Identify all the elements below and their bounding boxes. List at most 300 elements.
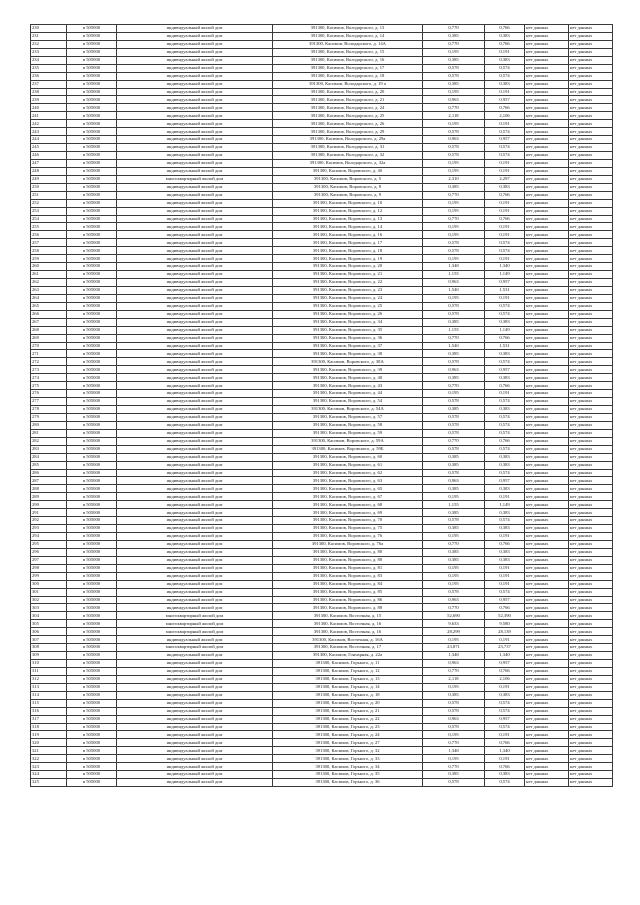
value-a-cell: 0,963 (423, 279, 485, 287)
row-number-cell: 275 (31, 382, 67, 390)
table-row (31, 263, 613, 271)
building-type-cell: индивидуальный жилой дом (117, 437, 273, 445)
value-a-cell: 0,385 (423, 691, 485, 699)
table-row (31, 350, 613, 358)
table-row (31, 104, 613, 112)
row-number-cell: 297 (31, 556, 67, 564)
address-cell: 391300, Касимов, Воровского, д. 21 (273, 271, 423, 279)
address-cell: 391300, Касимов, Воровского, д. 76 (273, 533, 423, 541)
table-row (31, 342, 613, 350)
table-row (31, 540, 613, 548)
status-b-cell: нет данных (569, 620, 613, 628)
row-number-cell: 230 (31, 25, 67, 33)
building-type-cell: индивидуальный жилой дом (117, 326, 273, 334)
code-cell: в 505000 (67, 628, 117, 636)
status-b-cell: нет данных (569, 326, 613, 334)
address-cell: 391300, Касимов, Воровского, д. 4б (273, 167, 423, 175)
code-cell: в 505000 (67, 80, 117, 88)
address-cell: 391300, Касимов, Восточная, д. 16А (273, 636, 423, 644)
code-cell: в 505000 (67, 271, 117, 279)
row-number-cell: 256 (31, 231, 67, 239)
status-b-cell: нет данных (569, 429, 613, 437)
building-type-cell: индивидуальный жилой дом (117, 707, 273, 715)
table-row (31, 80, 613, 88)
address-cell: 391300, Касимов, Горького, д. 20 (273, 699, 423, 707)
code-cell: в 505000 (67, 382, 117, 390)
row-number-cell: 307 (31, 636, 67, 644)
code-cell: в 505000 (67, 771, 117, 779)
code-cell: в 505000 (67, 779, 117, 787)
row-number-cell: 296 (31, 548, 67, 556)
value-b-cell: 0,383 (485, 691, 525, 699)
table-row (31, 461, 613, 469)
status-b-cell: нет данных (569, 255, 613, 263)
table-row (31, 144, 613, 152)
value-a-cell: 0,195 (423, 493, 485, 501)
building-type-cell: многоквартирный жилой дом (117, 175, 273, 183)
code-cell: в 505000 (67, 445, 117, 453)
status-b-cell: нет данных (569, 398, 613, 406)
value-a-cell: 0,963 (423, 596, 485, 604)
status-a-cell: нет данных (525, 247, 569, 255)
table-row (31, 128, 613, 136)
code-cell: в 505000 (67, 350, 117, 358)
status-b-cell: нет данных (569, 207, 613, 215)
building-type-cell: индивидуальный жилой дом (117, 80, 273, 88)
value-b-cell: 0,383 (485, 406, 525, 414)
status-b-cell: нет данных (569, 152, 613, 160)
value-a-cell: 0,385 (423, 183, 485, 191)
building-type-cell: индивидуальный жилой дом (117, 294, 273, 302)
address-cell: 391300, Касимов, Володарского, д. 18 (273, 72, 423, 80)
address-cell: 391300, Касимов, Воровского, д. 58 (273, 421, 423, 429)
table-row (31, 88, 613, 96)
table-row (31, 40, 613, 48)
value-b-cell: 0,383 (485, 56, 525, 64)
value-a-cell: 0,963 (423, 715, 485, 723)
value-b-cell: 0,383 (485, 318, 525, 326)
table-row (31, 572, 613, 580)
status-a-cell: нет данных (525, 469, 569, 477)
building-type-cell: индивидуальный жилой дом (117, 731, 273, 739)
status-a-cell: нет данных (525, 207, 569, 215)
value-b-cell: 0,191 (485, 207, 525, 215)
address-cell: 391300, Касимов, Воровского, д. 68 (273, 501, 423, 509)
address-cell: 391300, Касимов, Воровского, д. 57 (273, 413, 423, 421)
status-a-cell: нет данных (525, 533, 569, 541)
address-cell: 391300, Касимов, Воровского, д. 14 (273, 223, 423, 231)
value-a-cell: 0,578 (423, 699, 485, 707)
row-number-cell: 241 (31, 112, 67, 120)
value-b-cell: 2,106 (485, 675, 525, 683)
status-b-cell: нет данных (569, 667, 613, 675)
code-cell: в 505000 (67, 747, 117, 755)
address-cell: 391300, Касимов, Горького, д. 36 (273, 779, 423, 787)
status-a-cell: нет данных (525, 429, 569, 437)
table-row (31, 175, 613, 183)
status-a-cell: нет данных (525, 326, 569, 334)
status-a-cell: нет данных (525, 159, 569, 167)
table-row (31, 112, 613, 120)
status-a-cell: нет данных (525, 771, 569, 779)
building-type-cell: индивидуальный жилой дом (117, 302, 273, 310)
building-type-cell: индивидуальный жилой дом (117, 572, 273, 580)
building-type-cell: индивидуальный жилой дом (117, 374, 273, 382)
value-b-cell: 28,139 (485, 628, 525, 636)
table-row (31, 159, 613, 167)
value-a-cell: 23,871 (423, 644, 485, 652)
code-cell: в 505000 (67, 501, 117, 509)
building-type-cell: индивидуальный жилой дом (117, 739, 273, 747)
status-a-cell: нет данных (525, 485, 569, 493)
row-number-cell: 308 (31, 644, 67, 652)
value-a-cell: 0,770 (423, 25, 485, 33)
code-cell: в 505000 (67, 310, 117, 318)
row-number-cell: 298 (31, 564, 67, 572)
status-a-cell: нет данных (525, 167, 569, 175)
table-row (31, 660, 613, 668)
status-a-cell: нет данных (525, 604, 569, 612)
row-number-cell: 264 (31, 294, 67, 302)
row-number-cell: 286 (31, 469, 67, 477)
value-b-cell: 52,390 (485, 612, 525, 620)
value-b-cell: 0,574 (485, 398, 525, 406)
address-cell: 391300, Касимов, Володарского, д. 32а (273, 159, 423, 167)
status-b-cell: нет данных (569, 763, 613, 771)
row-number-cell: 273 (31, 366, 67, 374)
row-number-cell: 288 (31, 485, 67, 493)
table-row (31, 517, 613, 525)
row-number-cell: 238 (31, 88, 67, 96)
status-a-cell: нет данных (525, 239, 569, 247)
status-a-cell: нет данных (525, 263, 569, 271)
status-a-cell: нет данных (525, 223, 569, 231)
row-number-cell: 320 (31, 739, 67, 747)
status-a-cell: нет данных (525, 191, 569, 199)
address-cell: 391300, Касимов, Воровского, д. 43 (273, 382, 423, 390)
building-type-cell: индивидуальный жилой дом (117, 429, 273, 437)
status-b-cell: нет данных (569, 104, 613, 112)
status-b-cell: нет данных (569, 239, 613, 247)
code-cell: в 505000 (67, 72, 117, 80)
value-b-cell: 0,574 (485, 310, 525, 318)
status-b-cell: нет данных (569, 445, 613, 453)
value-a-cell: 1,155 (423, 326, 485, 334)
value-b-cell: 0,383 (485, 771, 525, 779)
status-b-cell: нет данных (569, 358, 613, 366)
table-row (31, 358, 613, 366)
row-number-cell: 324 (31, 771, 67, 779)
value-a-cell: 0,578 (423, 445, 485, 453)
value-b-cell: 0,574 (485, 723, 525, 731)
status-b-cell: нет данных (569, 469, 613, 477)
row-number-cell: 277 (31, 398, 67, 406)
address-cell: 391300, Касимов, Горького, д. 11 (273, 660, 423, 668)
address-cell: 391300, Касимов, Воровского, д. 26 (273, 310, 423, 318)
code-cell: в 505000 (67, 199, 117, 207)
status-b-cell: нет данных (569, 644, 613, 652)
row-number-cell: 304 (31, 612, 67, 620)
code-cell: в 505000 (67, 104, 117, 112)
code-cell: в 505000 (67, 231, 117, 239)
value-b-cell: 0,957 (485, 660, 525, 668)
status-a-cell: нет данных (525, 652, 569, 660)
code-cell: в 505000 (67, 207, 117, 215)
status-a-cell: нет данных (525, 612, 569, 620)
building-type-cell: индивидуальный жилой дом (117, 120, 273, 128)
code-cell: в 505000 (67, 398, 117, 406)
code-cell: в 505000 (67, 342, 117, 350)
table-row (31, 247, 613, 255)
status-b-cell: нет данных (569, 628, 613, 636)
row-number-cell: 306 (31, 628, 67, 636)
table-row (31, 310, 613, 318)
status-a-cell: нет данных (525, 310, 569, 318)
building-type-cell: индивидуальный жилой дом (117, 271, 273, 279)
building-type-cell: индивидуальный жилой дом (117, 56, 273, 64)
value-a-cell: 0,770 (423, 667, 485, 675)
code-cell: в 505000 (67, 540, 117, 548)
building-type-cell: индивидуальный жилой дом (117, 675, 273, 683)
status-b-cell: нет данных (569, 540, 613, 548)
status-a-cell: нет данных (525, 493, 569, 501)
status-a-cell: нет данных (525, 715, 569, 723)
address-cell: 391300, Касимов, Воровского, д. 59А (273, 437, 423, 445)
value-b-cell: 0,191 (485, 683, 525, 691)
table-row (31, 747, 613, 755)
building-type-cell: индивидуальный жилой дом (117, 231, 273, 239)
status-a-cell: нет данных (525, 683, 569, 691)
address-cell: 391300, Касимов, Воровского, д. 19 (273, 255, 423, 263)
code-cell: в 505000 (67, 159, 117, 167)
code-cell: в 505000 (67, 120, 117, 128)
code-cell: в 505000 (67, 406, 117, 414)
value-a-cell: 0,385 (423, 525, 485, 533)
table-row (31, 493, 613, 501)
status-b-cell: нет данных (569, 390, 613, 398)
status-b-cell: нет данных (569, 461, 613, 469)
status-b-cell: нет данных (569, 660, 613, 668)
table-row (31, 215, 613, 223)
code-cell: в 505000 (67, 469, 117, 477)
building-type-cell: индивидуальный жилой дом (117, 604, 273, 612)
address-cell: 391300, Касимов, Воровского, д. 83 (273, 572, 423, 580)
building-type-cell: индивидуальный жилой дом (117, 48, 273, 56)
row-number-cell: 231 (31, 32, 67, 40)
code-cell: в 505000 (67, 247, 117, 255)
status-b-cell: нет данных (569, 739, 613, 747)
row-number-cell: 281 (31, 429, 67, 437)
status-a-cell: нет данных (525, 40, 569, 48)
value-a-cell: 0,578 (423, 517, 485, 525)
building-type-cell: индивидуальный жилой дом (117, 652, 273, 660)
code-cell: в 505000 (67, 144, 117, 152)
status-b-cell: нет данных (569, 755, 613, 763)
status-a-cell: нет данных (525, 580, 569, 588)
row-number-cell: 245 (31, 144, 67, 152)
value-a-cell: 0,195 (423, 207, 485, 215)
code-cell: в 505000 (67, 675, 117, 683)
row-number-cell: 248 (31, 167, 67, 175)
table-row (31, 183, 613, 191)
code-cell: в 505000 (67, 263, 117, 271)
code-cell: в 505000 (67, 517, 117, 525)
building-type-cell: индивидуальный жилой дом (117, 223, 273, 231)
value-b-cell: 0,191 (485, 580, 525, 588)
building-type-cell: индивидуальный жилой дом (117, 390, 273, 398)
row-number-cell: 317 (31, 715, 67, 723)
table-row (31, 715, 613, 723)
status-a-cell: нет данных (525, 540, 569, 548)
value-b-cell: 0,574 (485, 707, 525, 715)
value-b-cell: 0,383 (485, 556, 525, 564)
code-cell: в 505000 (67, 429, 117, 437)
row-number-cell: 312 (31, 675, 67, 683)
value-a-cell: 0,578 (423, 398, 485, 406)
value-a-cell: 0,578 (423, 152, 485, 160)
building-type-cell: индивидуальный жилой дом (117, 596, 273, 604)
row-number-cell: 247 (31, 159, 67, 167)
status-a-cell: нет данных (525, 453, 569, 461)
status-b-cell: нет данных (569, 247, 613, 255)
row-number-cell: 233 (31, 48, 67, 56)
code-cell: в 505000 (67, 660, 117, 668)
code-cell: в 505000 (67, 723, 117, 731)
table-row (31, 731, 613, 739)
status-a-cell: нет данных (525, 358, 569, 366)
building-type-cell: индивидуальный жилой дом (117, 350, 273, 358)
table-row (31, 56, 613, 64)
value-a-cell: 0,578 (423, 144, 485, 152)
building-type-cell: индивидуальный жилой дом (117, 40, 273, 48)
building-type-cell: индивидуальный жилой дом (117, 755, 273, 763)
code-cell: в 505000 (67, 763, 117, 771)
address-cell: 391300, Касимов, Горького, д. 35 (273, 771, 423, 779)
status-b-cell: нет данных (569, 342, 613, 350)
building-type-cell: индивидуальный жилой дом (117, 310, 273, 318)
status-b-cell: нет данных (569, 223, 613, 231)
status-b-cell: нет данных (569, 374, 613, 382)
table-row (31, 120, 613, 128)
table-row (31, 445, 613, 453)
row-number-cell: 242 (31, 120, 67, 128)
address-cell: 391300, Касимов, Воровского, д. 44 (273, 390, 423, 398)
table-row (31, 366, 613, 374)
address-cell: 391300, Касимов, Воровского, д. 59 (273, 429, 423, 437)
address-cell: 391300, Касимов, Горького, д. 14 (273, 683, 423, 691)
row-number-cell: 292 (31, 517, 67, 525)
value-b-cell: 2,297 (485, 175, 525, 183)
status-b-cell: нет данных (569, 612, 613, 620)
row-number-cell: 284 (31, 453, 67, 461)
value-b-cell: 0,766 (485, 540, 525, 548)
table-row (31, 271, 613, 279)
building-type-cell: индивидуальный жилой дом (117, 104, 273, 112)
table-row (31, 64, 613, 72)
status-b-cell: нет данных (569, 596, 613, 604)
status-a-cell: нет данных (525, 509, 569, 517)
status-b-cell: нет данных (569, 723, 613, 731)
row-number-cell: 253 (31, 207, 67, 215)
address-cell: 391300, Касимов, Воровского, д. 36 (273, 334, 423, 342)
status-a-cell: нет данных (525, 564, 569, 572)
row-number-cell: 255 (31, 223, 67, 231)
code-cell: в 505000 (67, 56, 117, 64)
code-cell: в 505000 (67, 183, 117, 191)
address-cell: 391300, Касимов, Воровского, д. 61 (273, 461, 423, 469)
status-b-cell: нет данных (569, 453, 613, 461)
table-row (31, 612, 613, 620)
table-row (31, 136, 613, 144)
value-a-cell: 0,770 (423, 739, 485, 747)
row-number-cell: 276 (31, 390, 67, 398)
code-cell: в 505000 (67, 366, 117, 374)
table-row (31, 620, 613, 628)
table-row (31, 48, 613, 56)
document-page (30, 24, 612, 787)
value-a-cell: 0,578 (423, 588, 485, 596)
row-number-cell: 249 (31, 175, 67, 183)
building-type-cell: индивидуальный жилой дом (117, 286, 273, 294)
value-b-cell: 0,574 (485, 429, 525, 437)
row-number-cell: 283 (31, 445, 67, 453)
building-type-cell: индивидуальный жилой дом (117, 461, 273, 469)
value-b-cell: 0,957 (485, 136, 525, 144)
status-b-cell: нет данных (569, 556, 613, 564)
address-cell: 391300, Касимов, Воровского, д. 54 (273, 398, 423, 406)
address-cell: 391300, Касимов, Володарского, д. 24 (273, 104, 423, 112)
building-type-cell: индивидуальный жилой дом (117, 763, 273, 771)
address-cell: 391300, Касимов, Воровского, д. 40 (273, 374, 423, 382)
address-cell: 391300, Касимов, Воровского, д. 39 (273, 366, 423, 374)
status-b-cell: нет данных (569, 48, 613, 56)
value-a-cell: 0,578 (423, 72, 485, 80)
table-row (31, 564, 613, 572)
status-a-cell: нет данных (525, 32, 569, 40)
value-a-cell: 0,385 (423, 32, 485, 40)
value-a-cell: 0,578 (423, 779, 485, 787)
value-b-cell: 0,191 (485, 390, 525, 398)
address-cell: 391300, Касимов, Володарского, д. 21 (273, 96, 423, 104)
address-cell: 391300, Касимов, Воровского, д. 9 (273, 191, 423, 199)
status-a-cell: нет данных (525, 437, 569, 445)
status-b-cell: нет данных (569, 302, 613, 310)
row-number-cell: 293 (31, 525, 67, 533)
status-b-cell: нет данных (569, 136, 613, 144)
value-a-cell: 0,195 (423, 683, 485, 691)
value-b-cell: 1,340 (485, 747, 525, 755)
building-type-cell: индивидуальный жилой дом (117, 96, 273, 104)
status-a-cell: нет данных (525, 461, 569, 469)
table-row (31, 398, 613, 406)
building-type-cell: индивидуальный жилой дом (117, 556, 273, 564)
address-cell: 391300, Касимов, Володарского, д. 19 а (273, 80, 423, 88)
row-number-cell: 305 (31, 620, 67, 628)
value-a-cell: 0,770 (423, 382, 485, 390)
row-number-cell: 269 (31, 334, 67, 342)
address-cell: 391300, Касимов, Володарского, д. 29 (273, 128, 423, 136)
value-b-cell: 0,383 (485, 350, 525, 358)
table-row (31, 533, 613, 541)
value-a-cell: 0,770 (423, 40, 485, 48)
status-a-cell: нет данных (525, 64, 569, 72)
building-type-cell: индивидуальный жилой дом (117, 580, 273, 588)
status-a-cell: нет данных (525, 667, 569, 675)
address-cell: 391300, Касимов, Горького, д. 13 (273, 675, 423, 683)
status-b-cell: нет данных (569, 318, 613, 326)
value-b-cell: 0,191 (485, 48, 525, 56)
table-row (31, 683, 613, 691)
